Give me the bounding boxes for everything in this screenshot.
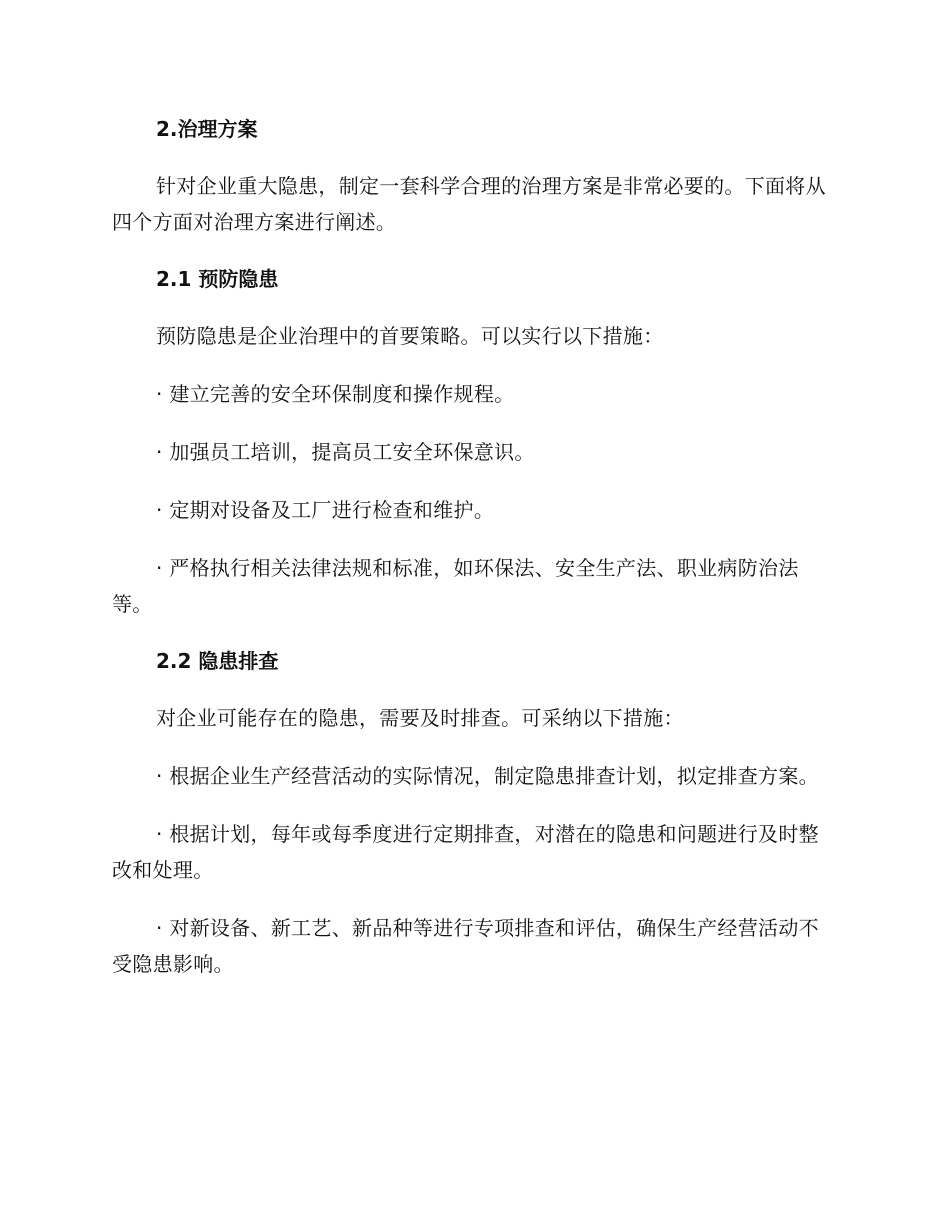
- list-item: · 根据企业生产经营活动的实际情况，制定隐患排查计划，拟定排查方案。: [156, 764, 819, 788]
- section-2-1-intro: 预防隐患是企业治理中的首要策略。可以实行以下措施：: [156, 324, 664, 348]
- list-item: · 对新设备、新工艺、新品种等进行专项排查和评估，确保生产经营活动不受隐患影响。: [112, 916, 819, 976]
- section-heading-2: 2.治理方案: [156, 117, 258, 141]
- section-2-intro: 针对企业重大隐患，制定一套科学合理的治理方案是非常必要的。下面将从四个方面对治理方案进行阐述。: [112, 174, 826, 234]
- list-item: · 建立完善的安全环保制度和操作规程。: [156, 382, 515, 406]
- list-item: · 定期对设备及工厂进行检查和维护。: [156, 498, 495, 522]
- section-heading-2-2: 2.2 隐患排查: [156, 649, 279, 673]
- list-item: · 严格执行相关法律法规和标准，如环保法、安全生产法、职业病防治法等。: [112, 556, 799, 616]
- list-item: · 根据计划，每年或每季度进行定期排查，对潜在的隐患和问题进行及时整改和处理。: [112, 822, 819, 882]
- section-heading-2-1: 2.1 预防隐患: [156, 267, 279, 291]
- list-item: · 加强员工培训，提高员工安全环保意识。: [156, 440, 535, 464]
- document-body: [112, 112, 832, 1004]
- section-2-2-intro: 对企业可能存在的隐患，需要及时排查。可采纳以下措施：: [156, 706, 684, 730]
